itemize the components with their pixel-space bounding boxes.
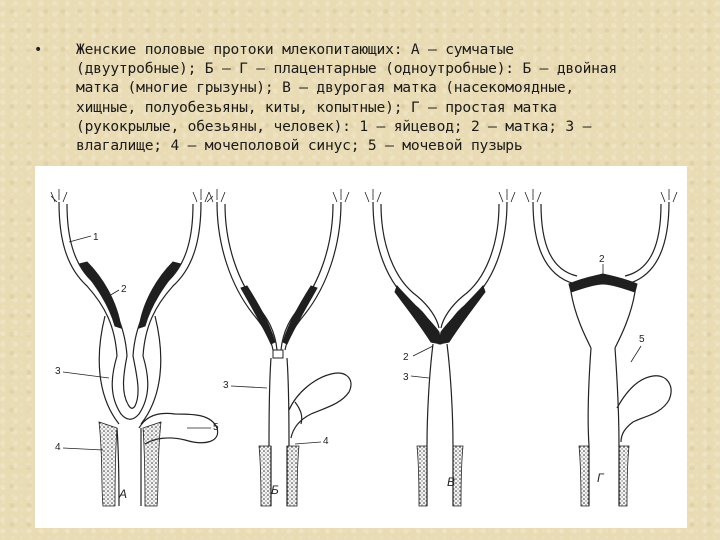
label-d-5: 5 [639,334,645,345]
label-c-2: 2 [403,352,409,363]
diagram-b-double-uterus [209,189,351,506]
caption-line: влагалище; 4 – мочеполовой синус; 5 – мочевой пузырь [76,137,523,155]
panel-label-c: В [447,475,456,489]
label-d-2: 2 [599,254,605,265]
caption-line: (рукокрылые, обезьяны, человек): 1 – яйцевод; 2 – матка; 3 – [76,117,592,135]
label-b-3: 3 [223,380,229,391]
bullet-point: • [34,42,43,58]
label-a-3: 3 [55,366,61,377]
diagram-c-bicornuate-uterus [365,189,515,506]
label-b-4: 4 [323,436,329,447]
caption-line: (двуутробные); Б – Г – плацентарные (одноутробные): Б – двойная [76,60,617,78]
caption-line: Женские половые протоки млекопитающих: А – сумчатые [76,41,514,58]
label-a-2: 2 [121,284,127,295]
figure-caption [76,40,691,155]
panel-label-a: А [119,487,128,501]
label-c-3: 3 [403,372,409,383]
diagram-a-marsupial [51,189,219,506]
diagram-d-simple-uterus [525,189,677,506]
anatomy-figure [35,166,687,528]
caption-line: матка (многие грызуны); В – двурогая матка (насекомоядные, [76,79,574,97]
caption-line: хищные, полуобезьяны, киты, копытные); Г – простая матка [76,98,557,116]
label-a-1: 1 [93,232,99,243]
panel-label-b: Б [271,483,279,497]
label-a-5: 5 [213,422,219,433]
label-a-4: 4 [55,442,61,453]
anatomy-drawing [35,166,687,528]
panel-label-d: Г [597,471,604,485]
